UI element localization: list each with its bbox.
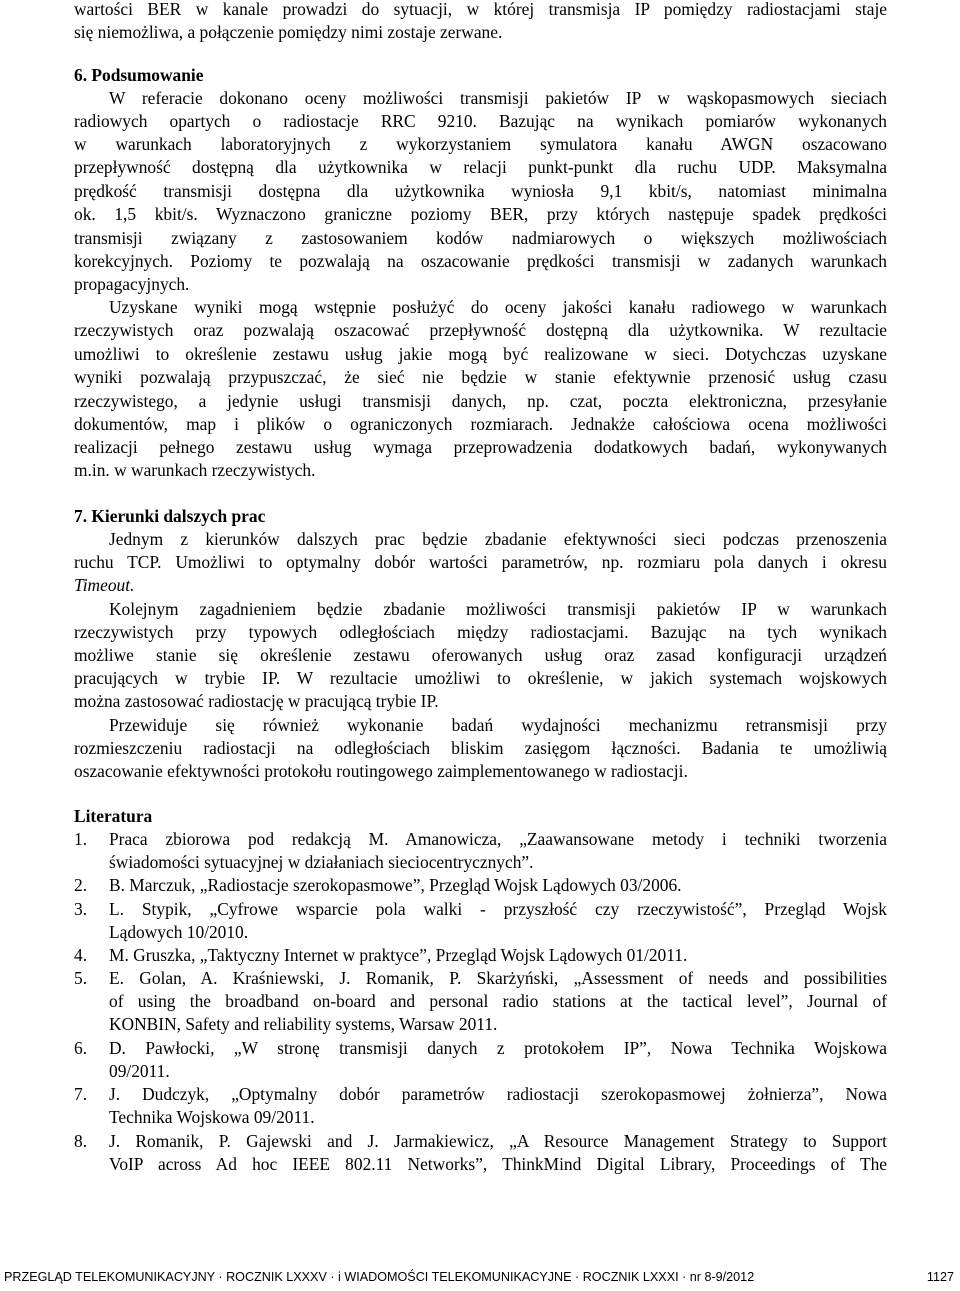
reference-number: 7. (74, 1084, 88, 1104)
reference-line: B. Marczuk, „Radiostacje szerokopasmowe”, Przegląd Wojsk Lądowych 03/2006. (109, 875, 682, 895)
body-line: realizacji pełnego zestawu usług wymaga przeprowadzenia dodatkowych badań, wykonywanych (74, 437, 887, 457)
reference-number: 2. (74, 875, 88, 895)
body-line: propagacyjnych. (74, 274, 190, 294)
reference-line: E. Golan, A. Kraśniewski, J. Romanik, P. Skarżyński, „Assessment of needs and possibilities (109, 968, 887, 988)
body-line: Uzyskane wyniki mogą wstępnie posłużyć do oceny jakości kanału radiowego w warunkach (109, 297, 887, 317)
body-line: możliwe stanie się określenie zestawu oferowanych usług oraz zasad konfiguracji urządzeń (74, 645, 887, 665)
body-line: transmisji związany z zastosowaniem kodów nadmiarowych o większych możliwościach (74, 228, 887, 248)
reference-line: Praca zbiorowa pod redakcją M. Amanowicza, „Zaawansowane metody i techniki tworzenia (109, 829, 887, 849)
page-number: 1127 (926, 1270, 954, 1284)
body-line: Kolejnym zagadnieniem będzie zbadanie możliwości transmisji pakietów IP w warunkach (109, 599, 887, 619)
body-line: prędkość transmisji dostępna dla użytkownika wyniosła 9,1 kbit/s, natomiast minimalna (74, 181, 887, 201)
reference-line: KONBIN, Safety and reliability systems, Warsaw 2011. (109, 1014, 498, 1034)
body-line: wartości BER w kanale prowadzi do sytuacji, w której transmisja IP pomiędzy radiostacjami staje (74, 0, 887, 19)
body-line: się niemożliwa, a połączenie pomiędzy nimi zostaje zerwane. (74, 22, 503, 42)
body-line: Jednym z kierunków dalszych prac będzie zbadanie efektywności sieci podczas przenoszenia (109, 529, 887, 549)
body-line: W referacie dokonano oceny możliwości transmisji pakietów IP w wąskopasmowych sieciach (109, 88, 887, 108)
reference-line: Lądowych 10/2010. (109, 922, 249, 942)
body-line: można zastosować radiostację w pracującą trybie IP. (74, 691, 439, 711)
references-heading: Literatura (74, 806, 153, 826)
body-line: radiowych opartych o radiostacje RRC 9210. Bazując na wynikach pomiarów wykonanych (74, 111, 887, 131)
body-line: umożliwi to określenie zestawu usług jakie mogą być realizowane w sieci. Dotychczas uzyskane (74, 344, 887, 364)
body-line: wyniki pozwalają przypuszczać, że sieć nie będzie w stanie efektywnie przenosić usług czasu (74, 367, 887, 387)
reference-line: J. Dudczyk, „Optymalny dobór parametrów radiostacji szerokopasmowej żołnierza”, Nowa (109, 1084, 887, 1104)
body-line: m.in. w warunkach rzeczywistych. (74, 460, 316, 480)
body-line: ruchu TCP. Umożliwi to optymalny dobór wartości parametrów, np. rozmiaru pola danych i okresu (74, 552, 887, 572)
journal-footer-text: PRZEGLĄD TELEKOMUNIKACYJNY · ROCZNIK LXXXV · i WIADOMOŚCI TELEKOMUNIKACYJNE · ROCZNIK LXXXI · nr 8-9/2012 (4, 1270, 755, 1284)
section-heading: 6. Podsumowanie (74, 65, 204, 85)
reference-line: L. Stypik, „Cyfrowe wsparcie pola walki - przyszłość czy rzeczywistość”, Przegląd Wojsk (109, 899, 887, 919)
body-line: w warunkach laboratoryjnych z wykorzystaniem symulatora kanału AWGN oszacowano (74, 134, 887, 154)
body-line: ok. 1,5 kbit/s. Wyznaczono graniczne poziomy BER, przy których następuje spadek prędkości (74, 204, 887, 224)
body-line: Przewiduje się również wykonanie badań wydajności mechanizmu retransmisji przy (109, 715, 887, 735)
body-line: przepływność dostępną dla użytkownika w relacji punkt-punkt dla ruchu UDP. Maksymalna (74, 157, 887, 177)
reference-line: 09/2011. (109, 1061, 170, 1081)
body-line: rzeczywistego, a jedynie usługi transmisji danych, np. czat, poczta elektroniczna, przesyłanie (74, 391, 887, 411)
reference-line: świadomości sytuacyjnej w działaniach sieciocentrycznych”. (109, 852, 534, 872)
reference-line: M. Gruszka, „Taktyczny Internet w praktyce”, Przegląd Wojsk Lądowych 01/2011. (109, 945, 688, 965)
body-line: rzeczywistych przy typowych odległościach między radiostacjami. Bazując na tych wynikach (74, 622, 887, 642)
reference-line: D. Pawłocki, „W stronę transmisji danych z protokołem IP”, Nowa Technika Wojskowa (109, 1038, 887, 1058)
body-line: Timeout. (74, 575, 135, 595)
reference-number: 6. (74, 1038, 88, 1058)
body-line: dokumentów, map i plików o ograniczonych rozmiarach. Jednakże całościowa ocena możliwości (74, 414, 887, 434)
reference-line: J. Romanik, P. Gajewski and J. Jarmakiewicz, „A Resource Management Strategy to Support (109, 1131, 887, 1151)
reference-number: 1. (74, 829, 88, 849)
body-line: korekcyjnych. Poziomy te pozwalają na oszacowanie prędkości transmisji w zadanych warunkach (74, 251, 887, 271)
reference-number: 8. (74, 1131, 88, 1151)
reference-line: of using the broadband on-board and personal radio stations at the tactical level”, Journal of (109, 991, 887, 1011)
reference-number: 3. (74, 899, 88, 919)
body-line: rozmieszczeniu radiostacji na odległościach bliskim zasięgom łączności. Badania te umożliwią (74, 738, 887, 758)
reference-line: Technika Wojskowa 09/2011. (109, 1107, 315, 1127)
reference-line: VoIP across Ad hoc IEEE 802.11 Networks”, ThinkMind Digital Library, Proceedings of The (109, 1154, 887, 1174)
section-heading: 7. Kierunki dalszych prac (74, 506, 266, 526)
body-line: oszacowanie efektywności protokołu routingowego zaimplementowanego w radiostacji. (74, 761, 688, 781)
reference-number: 5. (74, 968, 88, 988)
body-line: pracujących w trybie IP. W rezultacie umożliwi to określenie, w jakich systemach wojskowych (74, 668, 887, 688)
reference-number: 4. (74, 945, 88, 965)
body-line: rzeczywistych oraz pozwalają oszacować przepływność dostępną dla użytkownika. W rezultacie (74, 320, 887, 340)
page-footer (4, 1270, 954, 1288)
